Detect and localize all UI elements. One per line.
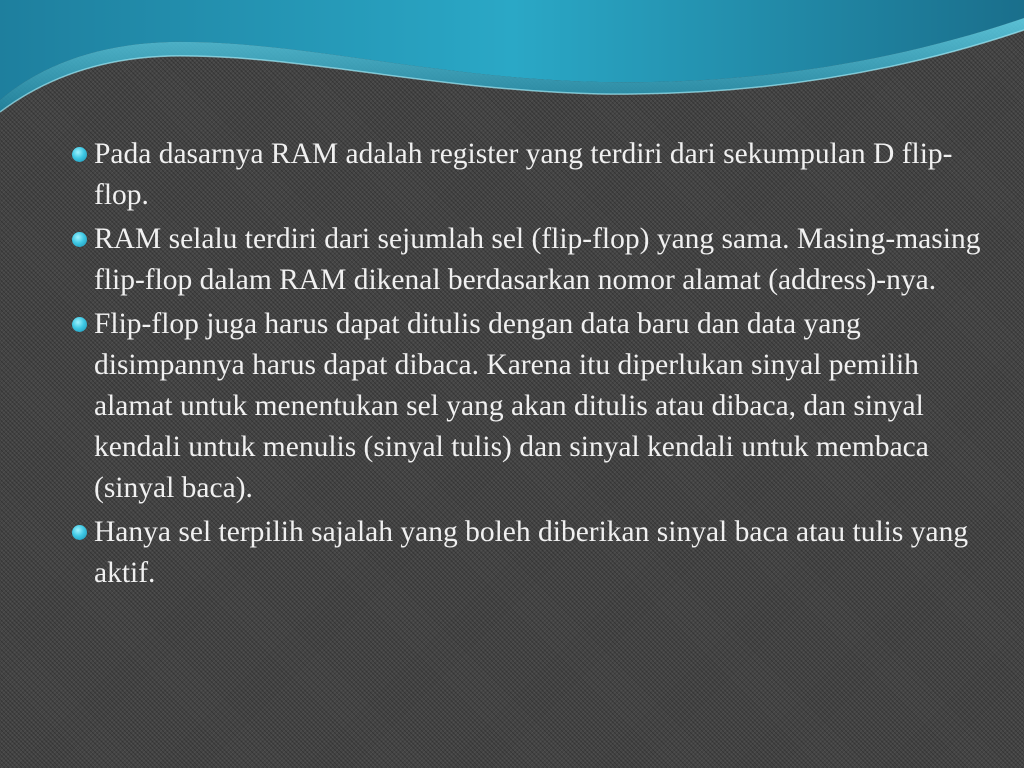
slide-body xyxy=(62,134,982,597)
teal-disc-bullet-icon xyxy=(72,147,87,162)
bullet-text: Hanya sel terpilih sajalah yang boleh diberikan sinyal baca atau tulis yang aktif. xyxy=(94,516,969,589)
bullet-item xyxy=(62,219,982,301)
teal-disc-bullet-icon xyxy=(72,525,87,540)
teal-disc-bullet-icon xyxy=(72,317,87,332)
bullet-text: RAM selalu terdiri dari sejumlah sel (flip-flop) yang sama. Masing-masing flip-flop dalam RAM dikenal berdasarkan nomor alamat (address)-nya. xyxy=(94,223,981,296)
bullet-item xyxy=(62,134,982,216)
bullet-item xyxy=(62,512,982,594)
header-wave-decoration xyxy=(0,0,1024,120)
bullet-text: Pada dasarnya RAM adalah register yang terdiri dari sekumpulan D flip-flop. xyxy=(94,138,953,211)
teal-disc-bullet-icon xyxy=(72,232,87,247)
bullet-item xyxy=(62,304,982,509)
bullet-list xyxy=(62,134,982,594)
bullet-text: Flip-flop juga harus dapat ditulis dengan data baru dan data yang disimpannya harus dapat dibaca. Karena itu diperlukan sinyal pemilih alamat untuk menentukan sel yang akan ditulis atau dibaca, dan sinyal kendali untuk menulis (sinyal tulis) dan sinyal kendali untuk membaca (sinyal baca). xyxy=(94,308,929,504)
